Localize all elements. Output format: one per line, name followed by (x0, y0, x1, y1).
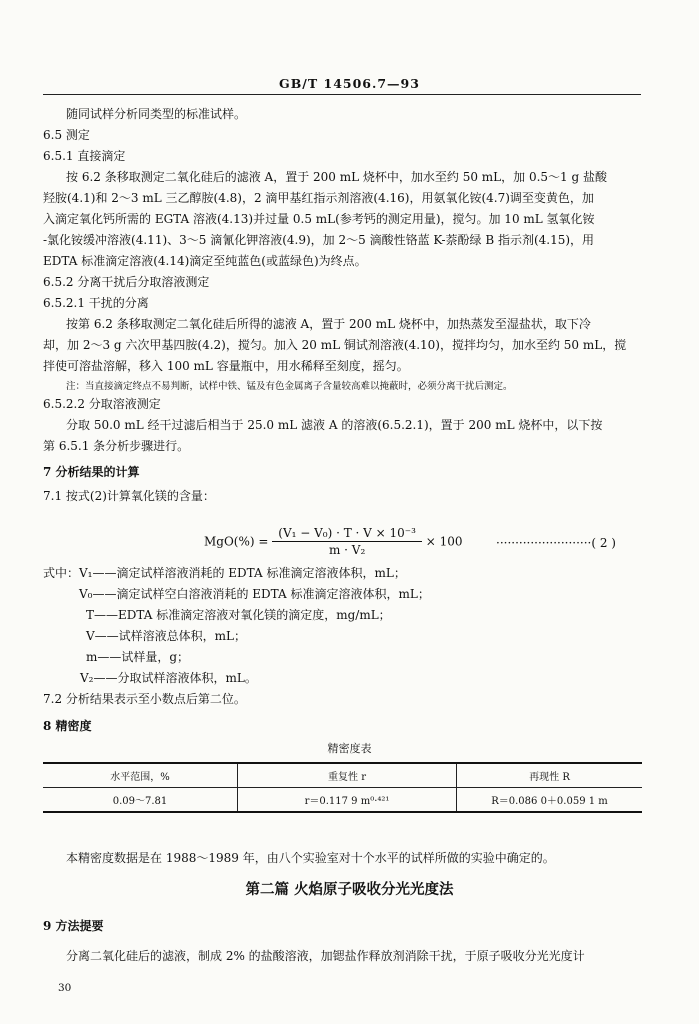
table-row (43, 788, 642, 813)
definition: V₂——分取试样溶液体积，mL。 (80, 671, 257, 685)
text-line: -氯化铵缓冲溶液(4.11)、3～5 滴氰化钾溶液(4.9)，加 2～5 滴酸性铬蓝 K-萘酚绿 B 指示剂(4.15)，用 (43, 233, 595, 247)
table-cell: r＝0.117 9 m⁰·⁴²¹ (238, 788, 457, 813)
formula-lhs: MgO(%) = (204, 534, 269, 549)
formula (204, 526, 463, 557)
definition: V₀——滴定试样空白溶液消耗的 EDTA 标准滴定溶液体积，mL； (79, 587, 430, 601)
text-line: EDTA 标准滴定溶液(4.14)滴定至纯蓝色(或蓝绿色)为终点。 (43, 254, 367, 268)
table-header-row (43, 763, 642, 788)
text-line: 按 6.2 条移取测定二氧化硅后的滤液 A，置于 200 mL 烧杯中，加水至约 50 mL，加 0.5～1 g 盐酸 (66, 170, 607, 184)
text-line: 羟胺(4.1)和 2～3 mL 三乙醇胺(4.8)，2 滴甲基红指示剂溶液(4.16)，用氨氧化铵(4.7)调至变黄色，加 (43, 191, 594, 205)
definition: 式中：V₁——滴定试样溶液消耗的 EDTA 标准滴定溶液体积，mL； (43, 566, 406, 580)
section-9-heading: 9 方法提要 (43, 919, 104, 933)
section-7-1: 7.1 按式(2)计算氧化镁的含量： (43, 489, 215, 503)
section-6-5-2-2: 6.5.2.2 分取溶液测定 (43, 397, 161, 411)
table-caption: 精密度表 (327, 742, 372, 755)
note: 注：当直接滴定终点不易判断，试样中铁、锰及有色金属离子含量较高难以掩蔽时，必须分离干扰后测定。 (66, 381, 513, 392)
section-8-heading: 8 精密度 (43, 719, 92, 733)
section-6-5-2: 6.5.2 分离干扰后分取溶液测定 (43, 275, 210, 289)
definition: T——EDTA 标准滴定溶液对氧化镁的滴定度，mg/mL； (86, 608, 391, 622)
text-line: 第 6.5.1 条分析步骤进行。 (43, 439, 190, 453)
formula-times: × 100 (425, 534, 463, 549)
section-6-5-1: 6.5.1 直接滴定 (43, 149, 126, 163)
table-cell: 0.09～7.81 (43, 788, 238, 813)
table-header-cell: 再现性 R (457, 763, 643, 788)
formula-number: ·························( 2 ) (496, 536, 616, 550)
text-line: 入滴定氧化钙所需的 EGTA 溶液(4.13)并过量 0.5 mL(参考钙的测定用量)，搅匀。加 10 mL 氢氧化铵 (43, 212, 595, 226)
formula-fraction (272, 526, 422, 557)
section-6-5-2-1: 6.5.2.1 干扰的分离 (43, 296, 149, 310)
definition: V——试样溶液总体积，mL； (86, 629, 247, 643)
section-7-2: 7.2 分析结果表示至小数点后第二位。 (43, 692, 246, 706)
page-number: 30 (58, 982, 72, 994)
table-header-cell: 重复性 r (238, 763, 457, 788)
page-header: GB/T 14506.7—93 (279, 76, 420, 91)
formula-denominator: m · V₂ (328, 543, 366, 557)
section-6-5: 6.5 测定 (43, 128, 90, 142)
text-line: 随同试样分析同类型的标准试样。 (66, 107, 247, 121)
text-line: 按第 6.2 条移取测定二氧化硅后所得的滤液 A，置于 200 mL 烧杯中，加热蒸发至湿盐状，取下冷 (66, 317, 591, 331)
text-line: 分取 50.0 mL 经干过滤后相当于 25.0 mL 滤液 A 的溶液(6.5.2.1)，置于 200 mL 烧杯中，以下按 (66, 418, 603, 432)
table-header-cell: 水平范围，% (43, 763, 238, 788)
section-7-heading: 7 分析结果的计算 (43, 465, 140, 479)
table-cell: R＝0.086 0＋0.059 1 m (457, 788, 643, 813)
text-line: 拌使可溶盐溶解，移入 100 mL 容量瓶中，用水稀释至刻度，摇匀。 (43, 359, 409, 373)
precision-table (43, 762, 642, 813)
header-rule (43, 94, 641, 95)
precision-note: 本精密度数据是在 1988～1989 年，由八个实验室对十个水平的试样所做的实验中确定的。 (66, 851, 555, 865)
text-line: 却，加 2～3 g 六次甲基四胺(4.2)，搅匀。加入 20 mL 铜试剂溶液(4.10)，搅拌均匀，加水至约 50 mL，搅 (43, 338, 627, 352)
part-two-title: 第二篇 火焰原子吸收分光光度法 (245, 881, 454, 898)
definition: m——试样量，g； (86, 650, 190, 664)
text-line: 分离二氧化硅后的滤液，制成 2% 的盐酸溶液，加锶盐作释放剂消除干扰，于原子吸收分光光度计 (66, 949, 585, 963)
formula-numerator: (V₁ − V₀) · T · V × 10⁻³ (272, 526, 422, 542)
